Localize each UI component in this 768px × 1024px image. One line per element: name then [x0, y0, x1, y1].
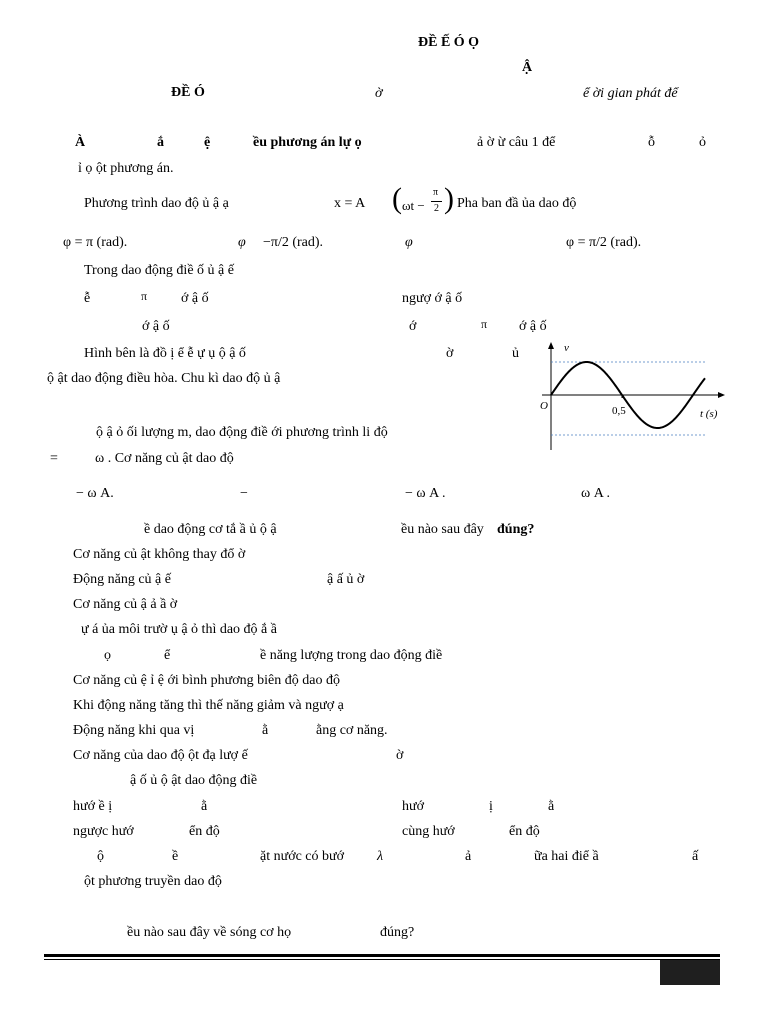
- question-5-emphasis: đúng?: [497, 522, 535, 537]
- question-2-option-a: ễ: [84, 291, 91, 306]
- velocity-time-graph: [530, 338, 730, 458]
- question-5-stem-cont: ều nào sau đây: [401, 522, 484, 537]
- instruction-fragment: ắ: [157, 135, 164, 150]
- formula-denominator: 2: [434, 203, 439, 214]
- v-axis-arrow: [548, 342, 554, 349]
- v-axis-label: v: [564, 342, 569, 354]
- question-2-option-b: ngượ ớ ậ ố: [402, 291, 463, 306]
- question-4-option-c: − ω A .: [405, 486, 446, 501]
- question-6-option-b: Khi động năng tăng thì thế năng giảm và ngượ ạ: [73, 698, 344, 713]
- question-1-option-a: φ = π (rad).: [63, 235, 128, 250]
- instruction-fragment: ỏ: [699, 135, 706, 150]
- exam-title: ĐỀ Ế Ó Ọ: [418, 35, 480, 50]
- question-7-option-b: hướ: [402, 799, 424, 814]
- question-4-stem-line-2: ω . Cơ năng củ ật dao độ: [95, 451, 234, 466]
- question-8-stem: ộ: [97, 849, 104, 864]
- question-1-option-d: φ = π/2 (rad).: [566, 235, 642, 250]
- question-7-option-c: ngược hướ: [73, 824, 134, 839]
- instruction-line-2: ỉ ọ ột phương án.: [78, 161, 174, 176]
- question-8-stem-cont: ặt nước có bướ: [260, 849, 345, 864]
- question-4-option-d: ω A .: [581, 486, 611, 501]
- instruction-part-label: À: [75, 135, 86, 150]
- question-2-option-d-cont: ớ ậ ố: [519, 319, 547, 334]
- question-6-option-d: Cơ năng của dao độ ột đạ lượ ế: [73, 748, 248, 763]
- question-6-option-c-cont: ằng cơ năng.: [316, 723, 388, 738]
- question-3-stem-fragment: ủ: [512, 346, 519, 361]
- instruction-fragment: ỗ: [648, 135, 655, 150]
- formula-numerator: π: [433, 187, 439, 198]
- question-2-option-a-pi: π: [141, 289, 148, 303]
- question-3-stem-fragment: ờ: [446, 346, 454, 361]
- question-6-stem-fragment: ể: [164, 648, 171, 663]
- question-1-formula-omega: ωt −: [402, 198, 425, 213]
- question-7-option-a: hướ ề ị: [73, 799, 113, 814]
- question-2-option-a-cont: ớ ậ ố: [181, 291, 209, 306]
- exam-code-label: ĐỀ Ó: [171, 85, 205, 100]
- question-9-stem: ều nào sau đây về sóng cơ họ: [127, 925, 292, 940]
- question-6-option-d-cont: ờ: [396, 748, 404, 763]
- question-4-eq-sign: =: [50, 451, 58, 466]
- question-5-option-b-cont: ậ ấ ủ ờ: [327, 572, 365, 587]
- question-7-option-b-fragment: ị: [489, 799, 493, 814]
- formula-paren-left: (: [392, 182, 402, 215]
- page-number-box: [660, 960, 720, 985]
- header-mid-symbol: ờ: [375, 86, 383, 101]
- question-2-stem: Trong dao động điề ố ủ ậ ế: [84, 263, 234, 278]
- question-5-stem: ề dao động cơ tắ ầ ủ ộ ậ: [144, 522, 277, 537]
- t-axis-label: t (s): [700, 408, 718, 420]
- question-7-option-d-cont: ển độ: [509, 824, 540, 839]
- question-5-option-c: Cơ năng củ ậ ả ầ ờ: [73, 597, 178, 612]
- footer-rule-thick: [44, 954, 720, 957]
- question-6-option-c-fragment: ằ: [262, 723, 269, 738]
- question-9-stem-cont: đúng?: [380, 925, 415, 940]
- question-5-option-b: Động năng củ ậ ế: [73, 572, 171, 587]
- question-8-stem-fragment: ả: [465, 849, 472, 864]
- question-7-option-a-cont: ằ: [201, 799, 208, 814]
- question-6-stem: ọ: [104, 648, 111, 663]
- question-1-option-b-symbol: φ: [238, 235, 246, 250]
- question-4-option-a: − ω A.: [76, 486, 114, 501]
- question-7-option-c-cont: ển độ: [189, 824, 220, 839]
- question-6-option-a: Cơ năng củ ệ ỉ ệ ới bình phương biên độ dao độ: [73, 673, 340, 688]
- wavelength-symbol: λ: [377, 849, 384, 864]
- question-6-option-c: Động năng khi qua vị: [73, 723, 195, 738]
- question-5-option-d: ự á ủa môi trườ ụ ậ ỏ thì dao độ ắ ầ: [81, 622, 277, 637]
- instruction-fragment: ều phương án lự ọ: [253, 135, 362, 150]
- question-4-option-b: −: [240, 486, 248, 501]
- instruction-fragment: ệ: [204, 135, 211, 150]
- question-1-option-c-symbol: φ: [405, 235, 413, 250]
- question-2-option-d: ớ: [409, 319, 417, 334]
- footer-rule-thin: [44, 959, 720, 960]
- formula-paren-right: ): [444, 182, 454, 215]
- question-3-stem-line-2: ộ ật dao động điều hòa. Chu kì dao độ ủ ậ: [47, 371, 281, 386]
- question-8-stem-cont: ữa hai điể ầ: [534, 849, 599, 864]
- fraction-bar: [431, 201, 442, 202]
- time-note: ể ời gian phát để: [583, 86, 678, 101]
- question-3-stem: Hình bên là đồ ị ể ễ ự ụ ộ ậ ố: [84, 346, 246, 361]
- instruction-fragment: ả ờ ừ câu 1 để: [477, 135, 556, 150]
- question-1-stem-cont: Pha ban đầ ủa dao độ: [457, 196, 577, 211]
- question-1-stem: Phương trình dao độ ủ ậ ạ: [84, 196, 229, 211]
- question-8-stem-line-2: ột phương truyền dao độ: [84, 874, 222, 889]
- question-5-option-a: Cơ năng củ ật không thay đổ ờ: [73, 547, 246, 562]
- exam-subtitle: Ậ: [522, 60, 533, 75]
- origin-label: O: [540, 400, 548, 412]
- graph-axes: [542, 342, 725, 450]
- question-7-stem: ậ ố ủ ộ ật dao động điề: [130, 773, 258, 788]
- question-7-option-d: cùng hướ: [402, 824, 455, 839]
- question-4-stem: ộ ậ ỏ ối lượng m, dao động điề ới phương trình li độ: [96, 425, 388, 440]
- tick-label: 0,5: [612, 405, 626, 417]
- question-2-option-c: ớ ậ ố: [142, 319, 170, 334]
- t-axis-arrow: [718, 392, 725, 398]
- question-1-formula-lhs: x = A: [334, 196, 366, 211]
- question-7-option-b-cont: ằ: [548, 799, 555, 814]
- question-8-stem-fragment: ấ: [692, 849, 699, 864]
- question-6-stem-cont: ề năng lượng trong dao động điề: [260, 648, 443, 663]
- question-1-option-b: −π/2 (rad).: [263, 235, 324, 250]
- question-2-option-d-pi: π: [481, 317, 488, 331]
- question-8-stem-fragment: ề: [172, 849, 179, 864]
